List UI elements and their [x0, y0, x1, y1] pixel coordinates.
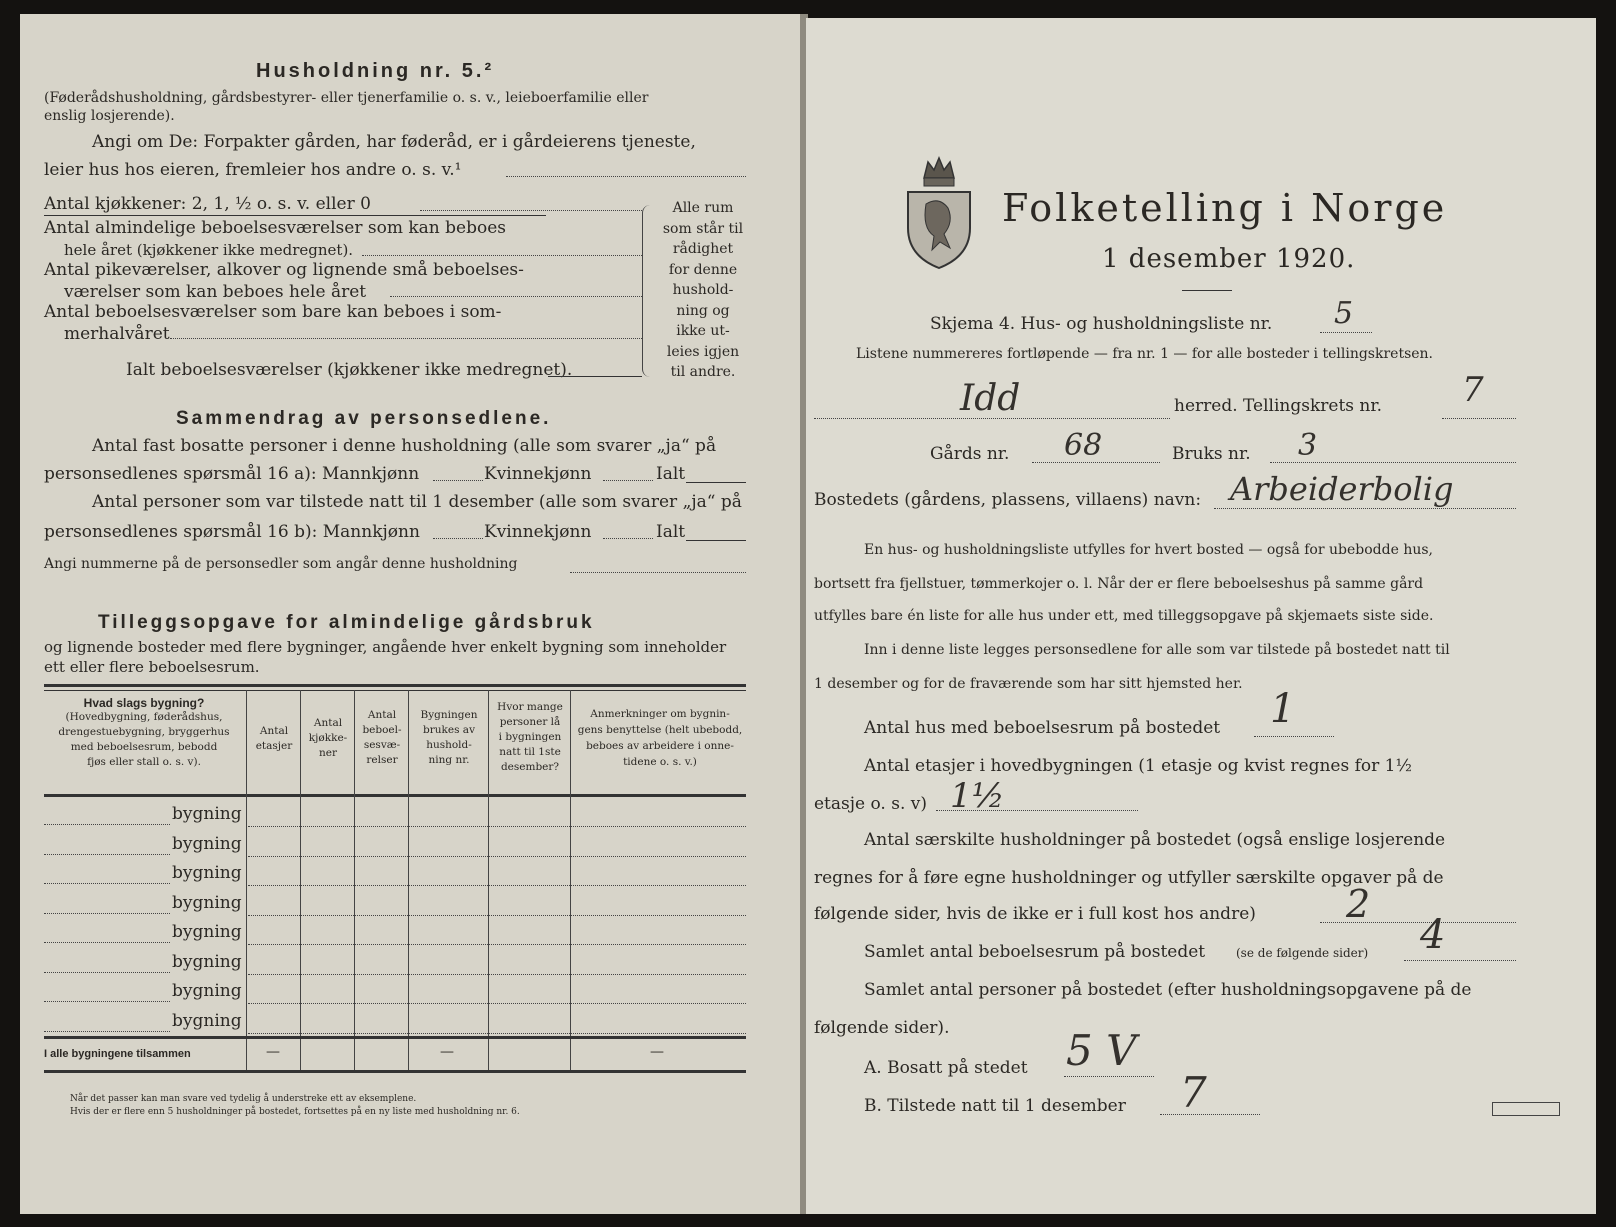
- col-building-type-sub-line-2: drengestuebygning, bryggerhus: [58, 726, 230, 738]
- instruction-line3: utfylles bare én liste for alle hus under ett, med tilleggsopgave på skjemaets siste side.: [814, 608, 1434, 624]
- table-header-rule: [44, 794, 746, 797]
- col-persons-line-1: Hvor mange: [497, 701, 563, 713]
- footnote-1: Når det passer kan man svare ved tydelig å understreke ett av eksemplene.: [70, 1094, 417, 1104]
- resident-value: 5 V: [1066, 1026, 1137, 1075]
- household-intro-line2: enslig losjerende).: [44, 108, 175, 124]
- rooms-brace: [642, 205, 653, 377]
- resident-persons-line1: Antal fast bosatte personer i denne husholdning (alle som svarer „ja“ på: [92, 436, 717, 456]
- building-row-cells[interactable]: [248, 856, 746, 857]
- occupancy-answer-line[interactable]: [506, 176, 746, 177]
- col-persons-line-4: natt til 1ste: [499, 746, 561, 758]
- building-type-field[interactable]: [44, 883, 170, 884]
- ordinary-rooms-question-line1: Antal almindelige beboelsesværelser som kan beboes: [44, 218, 506, 238]
- households-label-line3: følgende sider, hvis de ikke er i full kost hos andre): [814, 904, 1256, 924]
- resident-male-field[interactable]: [433, 480, 483, 481]
- building-row-label: bygning: [172, 981, 242, 1001]
- col-remarks: [572, 706, 748, 770]
- col-household-line-1: Bygningen: [420, 709, 478, 721]
- printer-stamp: [1492, 1102, 1560, 1116]
- rooms-total-note: (se de følgende sider): [1236, 946, 1369, 960]
- building-row-label: bygning: [172, 922, 242, 942]
- present-persons-line2: personsedlenes spørsmål 16 b): Mannkjønn: [44, 522, 420, 542]
- present-total-label: Ialt: [656, 522, 686, 542]
- herred-value: Idd: [960, 378, 1021, 419]
- side-note-line-8: leies igjen: [666, 343, 740, 360]
- instruction-line1: En hus- og husholdningsliste utfylles for hvert bosted — også for ubebodde hus,: [864, 542, 1433, 558]
- col-building-type-sub-line-3: med beboelsesrum, bebodd: [70, 741, 218, 753]
- houses-label: Antal hus med beboelsesrum på bostedet: [864, 718, 1221, 738]
- col-building-type-sub-line-1: (Hovedbygning, føderådshus,: [65, 711, 223, 723]
- total-rooms-answer-line[interactable]: [548, 376, 642, 377]
- rooms-total-value: 4: [1420, 912, 1446, 958]
- col-household-line-3: hushold-: [426, 739, 472, 751]
- houses-value: 1: [1270, 686, 1296, 732]
- census-date: 1 desember 1920.: [1102, 244, 1356, 274]
- col-persons-line-2: personer lå: [499, 716, 561, 728]
- col-persons-line-3: i bygningen: [498, 731, 562, 743]
- list-number-value: 5: [1334, 296, 1354, 331]
- bosted-value: Arbeiderbolig: [1230, 470, 1454, 508]
- bosted-label: Bostedets (gårdens, plassens, villaens) navn:: [814, 490, 1202, 510]
- resident-total-field[interactable]: [686, 482, 746, 483]
- present-value: 7: [1180, 1068, 1207, 1117]
- col-building-type-title: Hvad slags bygning?: [83, 696, 205, 710]
- instruction-line2: bortsett fra fjellstuer, tømmerkojer o. l. Når der er flere beboelseshus på samme gård: [814, 576, 1424, 592]
- table-top-rule-inner: [44, 690, 746, 691]
- side-note-line-7: ikke ut-: [676, 323, 730, 339]
- building-type-field[interactable]: [44, 972, 170, 973]
- floors-label-line2: etasje o. s. v): [814, 794, 927, 814]
- resident-field[interactable]: [1064, 1076, 1154, 1077]
- present-label: B. Tilstede natt til 1 desember: [864, 1096, 1126, 1116]
- rooms-total-field[interactable]: [1404, 960, 1516, 961]
- persons-label-line2: følgende sider).: [814, 1018, 950, 1038]
- side-note-line-4: for denne: [668, 261, 738, 278]
- households-value: 2: [1346, 882, 1371, 926]
- building-type-field[interactable]: [44, 1031, 170, 1032]
- ordinary-rooms-question-line2: hele året (kjøkkener ikke medregnet).: [64, 241, 354, 259]
- households-label-line2: regnes for å føre egne husholdninger og utfyller særskilte opgaver på de: [814, 868, 1444, 888]
- col-rooms-line-1: Antal: [367, 709, 397, 721]
- resident-label: A. Bosatt på stedet: [864, 1058, 1028, 1078]
- schema-label: Skjema 4. Hus- og husholdningsliste nr.: [930, 314, 1273, 334]
- kitchens-question: Antal kjøkkener: 2, 1, ½ o. s. v. eller 0: [44, 194, 371, 214]
- col-kitchens-line-3: ner: [319, 747, 337, 759]
- occupancy-question-line1: Angi om De: Forpakter gården, har føderåd, er i gårdeierens tjeneste,: [92, 132, 696, 152]
- tellingskrets-value: 7: [1462, 370, 1484, 410]
- side-note-line-5: hushold-: [672, 282, 734, 298]
- tellingskrets-field[interactable]: [1442, 418, 1516, 419]
- side-note-line-1: Alle rum: [672, 200, 734, 216]
- persons-label-line1: Samlet antal personer på bostedet (efter husholdningsopgavene på de: [864, 980, 1472, 1000]
- kitchens-underline: [44, 215, 546, 216]
- resident-female-label: Kvinnekjønn: [484, 464, 592, 484]
- houses-field[interactable]: [1254, 736, 1334, 737]
- col-floors-line-2: etasjer: [255, 740, 293, 752]
- occupancy-question-line2: leier hus hos eieren, fremleier hos andre o. s. v.¹: [44, 160, 462, 180]
- col-kitchens-line-2: kjøkke-: [308, 732, 348, 744]
- person-numbers-field[interactable]: [570, 572, 746, 573]
- table-bottom-rule: [44, 1070, 746, 1073]
- building-type-field[interactable]: [44, 1001, 170, 1002]
- present-persons-line1: Antal personer som var tilstede natt til 1 desember (alle som svarer „ja“ på: [92, 492, 742, 512]
- col-rooms-line-3: sesvæ-: [363, 739, 401, 751]
- present-female-label: Kvinnekjønn: [484, 522, 592, 542]
- summer-rooms-question-line1: Antal beboelsesværelser som bare kan beboes i som-: [44, 302, 502, 322]
- col-household-line-4: ning nr.: [428, 754, 470, 766]
- gards-label: Gårds nr.: [930, 444, 1010, 464]
- ordinary-rooms-answer-line[interactable]: [362, 255, 642, 256]
- household-title: Husholdning nr. 5.²: [256, 60, 495, 82]
- table-vline-2: [300, 690, 301, 1070]
- present-female-field[interactable]: [603, 538, 653, 539]
- col-persons-line-5: desember?: [500, 761, 560, 773]
- table-vline-4: [408, 690, 409, 1070]
- col-building-type: [44, 696, 244, 770]
- side-note-line-9: til andre.: [670, 364, 736, 380]
- footnote-2: Hvis der er flere enn 5 husholdninger på bostedet, fortsettes på en ny liste med husholdning nr. 6.: [70, 1107, 520, 1117]
- bosted-field[interactable]: [1214, 508, 1516, 509]
- building-row-cells[interactable]: [248, 1033, 746, 1034]
- col-rooms-line-2: beboel-: [362, 724, 402, 736]
- col-household-no: [410, 708, 488, 768]
- supplement-heading: Tilleggsopgave for almindelige gårdsbruk: [98, 612, 595, 633]
- bruks-value: 3: [1298, 428, 1318, 463]
- building-row-cells[interactable]: [248, 1003, 746, 1004]
- col-building-type-subtitle: [44, 710, 244, 770]
- maid-rooms-answer-line[interactable]: [390, 296, 642, 297]
- building-row-label: bygning: [172, 833, 242, 854]
- floors-label-line1: Antal etasjer i hovedbygningen (1 etasje og kvist regnes for 1½: [864, 756, 1412, 776]
- col-floors-line-1: Antal: [259, 725, 289, 737]
- gards-value: 68: [1064, 428, 1103, 463]
- col-kitchens: [302, 716, 354, 761]
- building-row-label: bygning: [172, 892, 242, 913]
- census-title: Folketelling i Norge: [1002, 186, 1448, 230]
- col-remarks-line-4: tidene o. s. v.): [623, 756, 697, 768]
- list-numbering-note: Listene nummereres fortløpende — fra nr. 1 — for alle bosteder i tellingskretsen.: [856, 346, 1434, 362]
- summary-heading: Sammendrag av personsedlene.: [176, 408, 552, 429]
- table-vline-6: [570, 690, 571, 1070]
- side-note-line-6: ning og: [676, 302, 730, 319]
- col-rooms: [356, 708, 408, 768]
- building-type-field[interactable]: [44, 942, 170, 943]
- list-number-field[interactable]: [1320, 332, 1372, 333]
- table-top-rule: [44, 684, 746, 687]
- present-field[interactable]: [1160, 1114, 1260, 1115]
- coat-of-arms-icon: [904, 156, 974, 272]
- households-label-line1: Antal særskilte husholdninger på bostedet (også enslige losjerende: [864, 830, 1446, 850]
- col-remarks-line-2: gens benyttelse (helt ubebodd,: [577, 724, 743, 736]
- supplement-text-line2: ett eller flere beboelsesrum.: [44, 658, 260, 676]
- col-kitchens-line-1: Antal: [313, 717, 343, 729]
- summer-rooms-answer-line[interactable]: [170, 338, 642, 339]
- resident-total-label: Ialt: [656, 464, 686, 484]
- side-note-line-2: som står til: [662, 220, 744, 237]
- present-male-field[interactable]: [433, 538, 483, 539]
- person-numbers-question: Angi nummerne på de personsedler som angår denne husholdning: [44, 556, 518, 572]
- present-total-field[interactable]: [686, 540, 746, 541]
- building-row-cells[interactable]: [248, 885, 746, 886]
- building-row-cells[interactable]: [248, 915, 746, 916]
- building-row-label: bygning: [172, 804, 242, 824]
- supplement-text-line1: og lignende bosteder med flere bygninger, angående hver enkelt bygning som inneholder: [44, 638, 727, 656]
- building-type-field[interactable]: [44, 854, 170, 855]
- total-row-label: I alle bygningene tilsammen: [44, 1048, 191, 1060]
- building-type-field[interactable]: [44, 913, 170, 914]
- col-floors: [248, 724, 300, 754]
- col-household-line-2: brukes av: [423, 724, 475, 736]
- resident-persons-line2: personsedlenes spørsmål 16 a): Mannkjønn: [44, 464, 420, 484]
- building-row-cells[interactable]: [248, 974, 746, 975]
- kitchens-answer-line[interactable]: [420, 210, 642, 211]
- col-rooms-line-4: relser: [366, 754, 398, 766]
- table-total-rule: [44, 1036, 746, 1039]
- building-row-cells[interactable]: [248, 826, 746, 827]
- building-row-label: bygning: [172, 1010, 242, 1031]
- table-vline-1: [246, 690, 247, 1070]
- building-row-cells[interactable]: [248, 944, 746, 945]
- herred-label: herred. Tellingskrets nr.: [1174, 396, 1383, 416]
- col-remarks-line-3: beboes av arbeidere i onne-: [586, 740, 734, 752]
- rooms-side-note: [662, 198, 744, 383]
- bruks-label: Bruks nr.: [1172, 444, 1251, 464]
- floors-value: 1½: [950, 776, 1005, 816]
- total-floors-dash: —: [266, 1044, 280, 1060]
- title-separator: [1182, 290, 1232, 291]
- table-vline-5: [488, 690, 489, 1070]
- instruction-line4: Inn i denne liste legges personsedlene for alle som var tilstede på bostedet natt til: [864, 642, 1450, 658]
- building-row-label: bygning: [172, 951, 242, 972]
- col-remarks-line-1: Anmerkninger om bygnin-: [590, 708, 730, 720]
- total-household-dash: —: [440, 1044, 454, 1060]
- resident-female-field[interactable]: [603, 480, 653, 481]
- maid-rooms-question-line1: Antal pikeværelser, alkover og lignende små beboelses-: [44, 260, 524, 280]
- col-persons: [490, 700, 570, 775]
- total-remarks-dash: —: [650, 1044, 664, 1060]
- total-rooms-question: Ialt beboelsesværelser (kjøkkener ikke medregnet).: [126, 360, 573, 380]
- rooms-total-label: Samlet antal beboelsesrum på bostedet: [864, 942, 1206, 962]
- maid-rooms-question-line2: værelser som kan beboes hele året: [64, 282, 367, 302]
- summer-rooms-question-line2: merhalvåret: [64, 324, 170, 344]
- building-type-field[interactable]: [44, 824, 170, 825]
- building-row-label: bygning: [172, 863, 242, 883]
- col-building-type-sub-line-4: fjøs eller stall o. s. v).: [87, 756, 201, 768]
- table-vline-3: [354, 690, 355, 1070]
- instruction-line5: 1 desember og for de fraværende som har sitt hjemsted her.: [814, 676, 1243, 692]
- household-intro-line1: (Føderådshusholdning, gårdsbestyrer- eller tjenerfamilie o. s. v., leieboerfamilie eller: [44, 90, 649, 106]
- side-note-line-3: rådighet: [672, 241, 734, 257]
